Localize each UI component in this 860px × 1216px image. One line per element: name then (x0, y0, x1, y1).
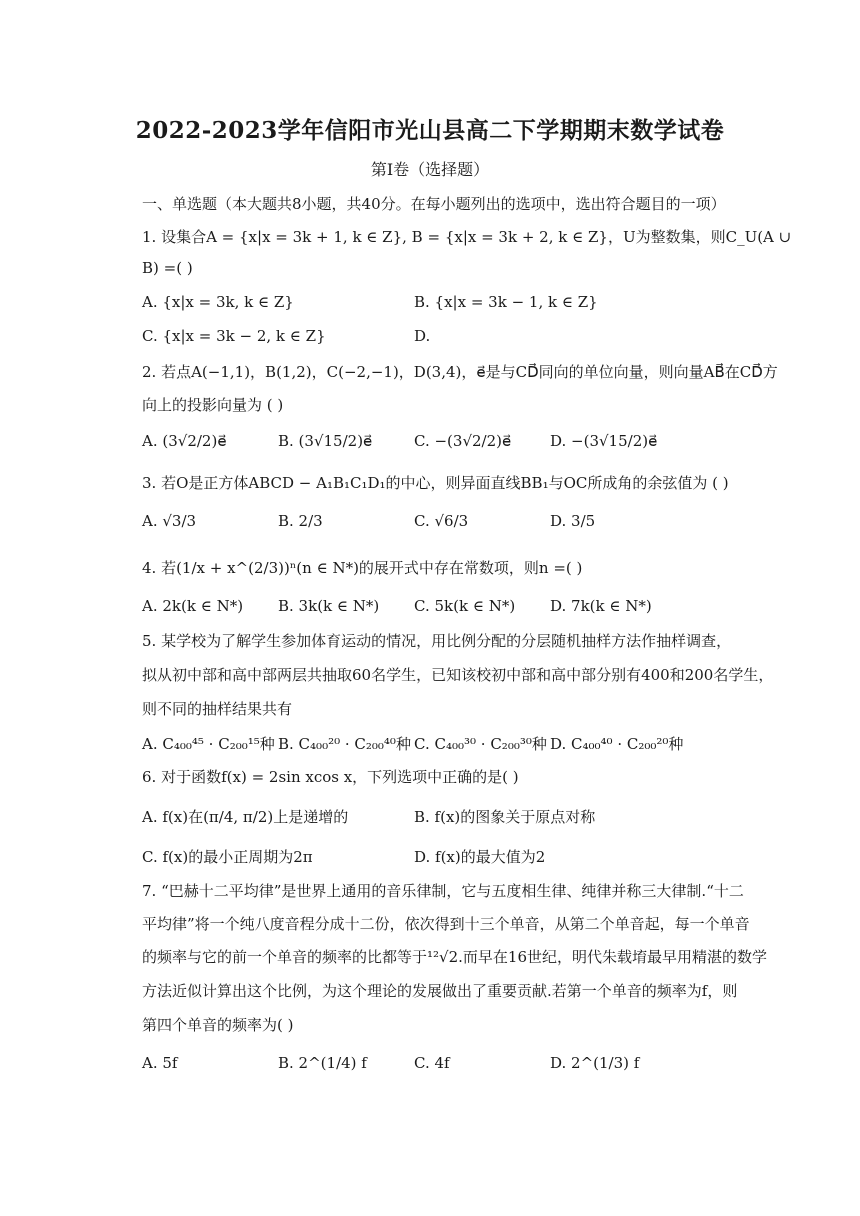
question-5-line-1: 5. 某学校为了解学生参加体育运动的情况，用比例分配的分层随机抽样方法作抽样调查， (142, 632, 732, 650)
question-7-option-b: B. 2^(1/4) f (278, 1054, 367, 1072)
question-3-option-a: A. √3/3 (142, 512, 197, 530)
question-4-option-c: C. 5k(k ∈ N*) (414, 597, 516, 615)
question-1-option-c: C. {x|x = 3k − 2, k ∈ Z} (142, 327, 326, 345)
question-2-line-2: 向上的投影向量为 ( ) (142, 396, 284, 414)
question-7-option-c: C. 4f (414, 1054, 450, 1072)
question-4-line-1: 4. 若(1/x + x^(2/3))ⁿ(n ∈ N*)的展开式中存在常数项，则n =( ) (142, 559, 583, 577)
question-2-option-a: A. (3√2/2)e⃗ (142, 432, 227, 450)
question-6-line-1: 6. 对于函数f(x) = 2sin xcos x，下列选项中正确的是( ) (142, 768, 519, 786)
question-3-option-b: B. 2/3 (278, 512, 323, 530)
question-7-line-4: 方法近似计算出这个比例，为这个理论的发展做出了重要贡献.若第一个单音的频率为f，则 (142, 982, 738, 1000)
question-7-option-d: D. 2^(1/3) f (550, 1054, 640, 1072)
question-5-option-b: B. C₄₀₀²⁰ · C₂₀₀⁴⁰种 (278, 735, 411, 753)
question-5-line-2: 拟从初中部和高中部两层共抽取60名学生，已知该校初中部和高中部分别有400和200名学生， (142, 666, 774, 684)
question-6-option-c: C. f(x)的最小正周期为2π (142, 848, 313, 866)
question-1-line-2: B) =( ) (142, 259, 193, 277)
question-2-option-d: D. −(3√15/2)e⃗ (550, 432, 658, 450)
question-7-line-5: 第四个单音的频率为( ) (142, 1016, 294, 1034)
question-7-line-1: 7. “巴赫十二平均律”是世界上通用的音乐律制，它与五度相生律、纯律并称三大律制.“十二 (142, 882, 744, 900)
question-2-option-c: C. −(3√2/2)e⃗ (414, 432, 512, 450)
question-1-option-d: D. (414, 327, 431, 345)
question-5-line-3: 则不同的抽样结果共有 (142, 700, 293, 718)
question-6-option-a: A. f(x)在(π/4, π/2)上是递增的 (142, 808, 349, 826)
question-3-option-c: C. √6/3 (414, 512, 469, 530)
question-3-option-d: D. 3/5 (550, 512, 596, 530)
section-heading: 一、单选题（本大题共8小题，共40分。在每小题列出的选项中，选出符合题目的一项） (142, 195, 726, 213)
question-7-line-3: 的频率与它的前一个单音的频率的比都等于¹²√2.而早在16世纪，明代朱载堉最早用精湛的数学 (142, 948, 767, 966)
question-5-option-d: D. C₄₀₀⁴⁰ · C₂₀₀²⁰种 (550, 735, 684, 753)
question-3-line-1: 3. 若O是正方体ABCD − A₁B₁C₁D₁的中心，则异面直线BB₁与OC所成角的余弦值为 ( ) (142, 474, 729, 492)
question-1-option-a: A. {x|x = 3k, k ∈ Z} (142, 293, 294, 311)
question-4-option-a: A. 2k(k ∈ N*) (142, 597, 244, 615)
question-4-option-b: B. 3k(k ∈ N*) (278, 597, 380, 615)
question-7-option-a: A. 5f (142, 1054, 178, 1072)
question-2-option-b: B. (3√15/2)e⃗ (278, 432, 373, 450)
question-4-option-d: D. 7k(k ∈ N*) (550, 597, 652, 615)
question-1-option-b: B. {x|x = 3k − 1, k ∈ Z} (414, 293, 598, 311)
exam-title: 2022-2023学年信阳市光山县高二下学期期末数学试卷 (135, 117, 725, 144)
question-2-line-1: 2. 若点A(−1,1)，B(1,2)，C(−2,−1)，D(3,4)，e⃗是与CD⃗同向的单位向量，则向量AB⃗在CD⃗方 (142, 363, 778, 381)
question-1-line-1: 1. 设集合A = {x|x = 3k + 1, k ∈ Z}, B = {x|x = 3k + 2, k ∈ Z}，U为整数集，则C_U(A ∪ (142, 228, 792, 246)
question-6-option-d: D. f(x)的最大值为2 (414, 848, 546, 866)
question-7-line-2: 平均律”将一个纯八度音程分成十二份，依次得到十三个单音，从第二个单音起，每一个单音 (142, 915, 750, 933)
question-6-option-b: B. f(x)的图象关于原点对称 (414, 808, 596, 826)
question-5-option-c: C. C₄₀₀³⁰ · C₂₀₀³⁰种 (414, 735, 547, 753)
exam-subtitle: 第I卷（选择题） (370, 160, 490, 179)
question-5-option-a: A. C₄₀₀⁴⁵ · C₂₀₀¹⁵种 (142, 735, 275, 753)
